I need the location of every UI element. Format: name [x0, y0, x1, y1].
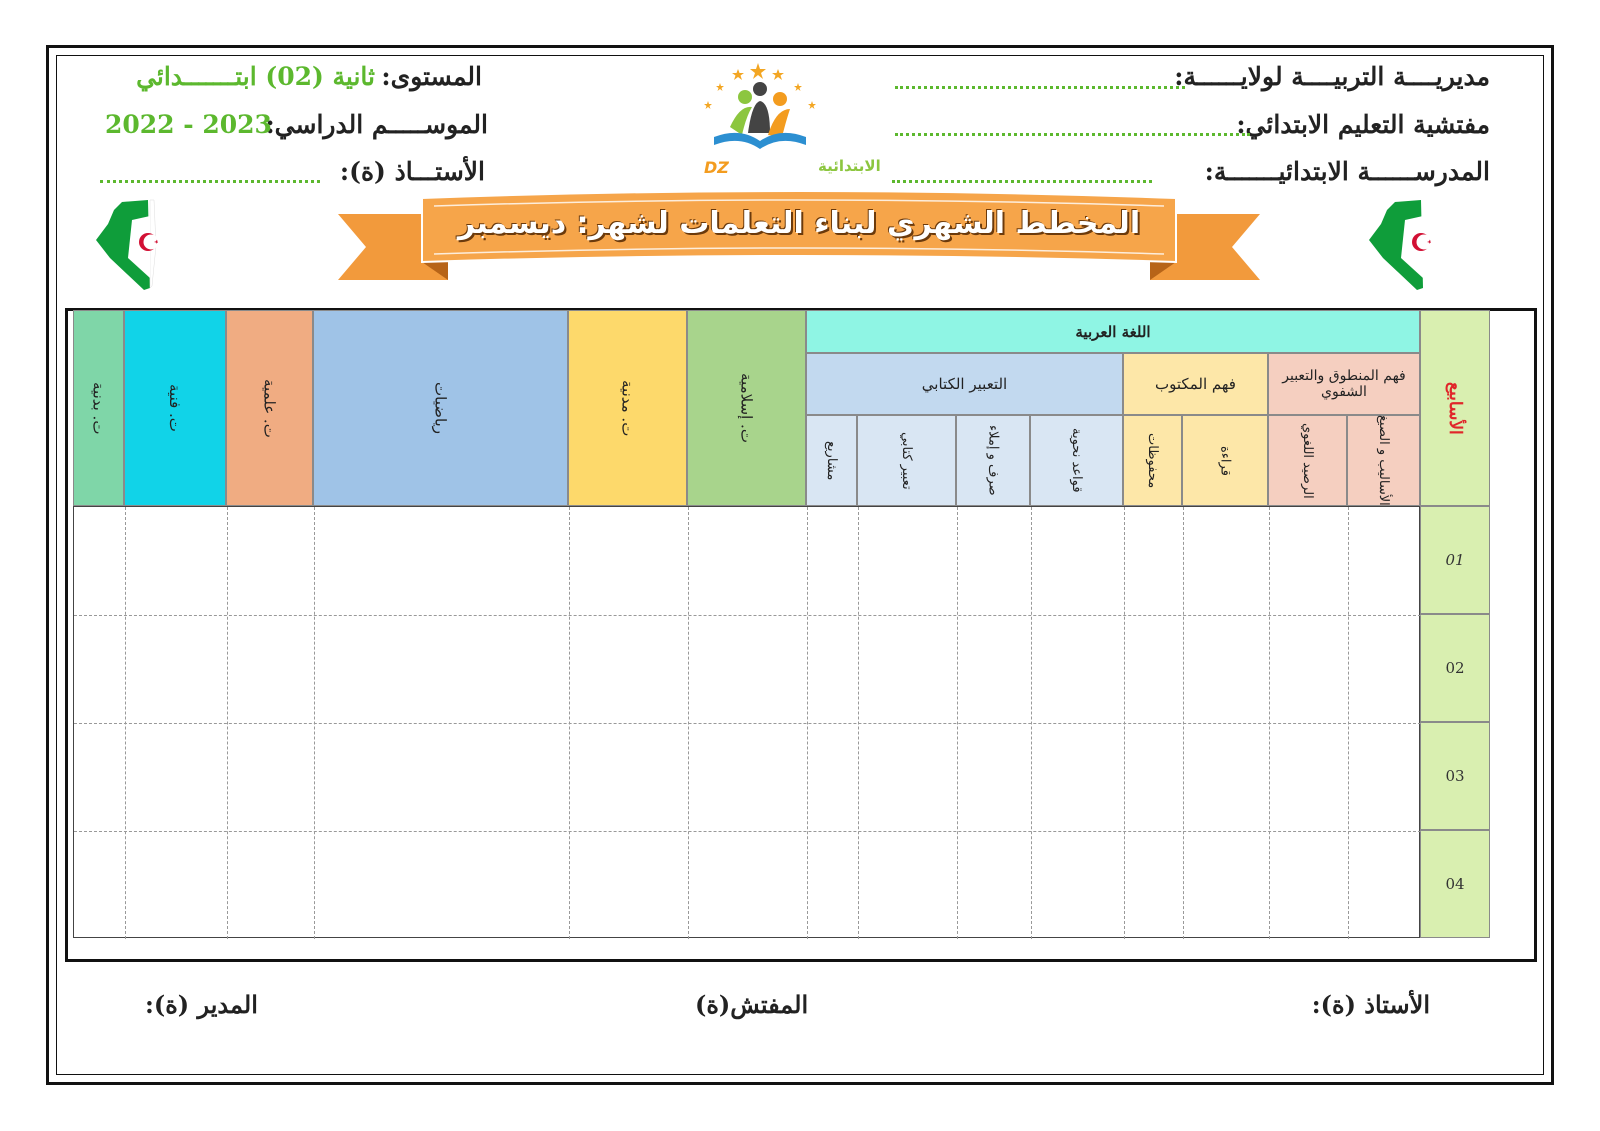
banner-title: المخطط الشهري لبناء التعلمات لشهر: ديسمبر — [457, 206, 1141, 241]
art-header: ت. فنية — [124, 310, 226, 506]
teacher-label: الأستـــاذ (ة): — [339, 157, 485, 186]
col-divider — [1269, 507, 1270, 939]
school-label: المدرســــــة الابتدائيـــــــة: — [1204, 157, 1490, 186]
teacher-fill-line — [100, 180, 320, 183]
projects-subheader: مشاريع — [806, 415, 857, 506]
math-header: رياضيات — [313, 310, 568, 506]
logo-text: الابتدائية — [818, 157, 881, 175]
memorized-subheader: محفوظات — [1123, 415, 1182, 506]
col-divider — [1124, 507, 1125, 939]
week-cell-04: 04 — [1420, 830, 1490, 938]
col-divider — [858, 507, 859, 939]
week-cell-02: 02 — [1420, 614, 1490, 722]
inspectorate-fill-line — [895, 133, 1250, 136]
logo-badge: DZ — [704, 158, 729, 177]
vocab-subheader: الرصيد اللغوي — [1268, 415, 1347, 506]
level-value: ثانية (02) ابتـــــــدائي — [136, 62, 375, 91]
col-divider — [227, 507, 228, 939]
writing-header: التعبير الكتابي — [806, 353, 1123, 415]
weeks-header: الأسابيع — [1420, 310, 1490, 506]
algeria-map-flag-right — [1365, 198, 1443, 290]
col-divider — [688, 507, 689, 939]
season-value: 2022 - 2023 — [105, 110, 272, 139]
col-divider — [807, 507, 808, 939]
col-divider — [1031, 507, 1032, 939]
pe-header: ت. بدنية — [73, 310, 124, 506]
written-header: فهم المكتوب — [1123, 353, 1268, 415]
col-divider — [314, 507, 315, 939]
plan-body-grid[interactable] — [73, 506, 1420, 938]
grammar-subheader: قواعد نحوية — [1030, 415, 1123, 506]
styles-subheader: الأساليب و الصيغ — [1347, 415, 1420, 506]
row-divider — [74, 723, 1421, 724]
directorate-label: مديريــــة التربيــــة لولايــــــة: — [1174, 62, 1490, 91]
civic-header: ت. مدنية — [568, 310, 687, 506]
oral-header: فهم المنطوق والتعبير الشفوي — [1268, 353, 1420, 415]
row-divider — [74, 831, 1421, 832]
islamic-header: ت. إسلامية — [687, 310, 806, 506]
level-label: المستوى: — [381, 62, 482, 91]
reading-subheader: قراءة — [1182, 415, 1268, 506]
footer-teacher: الأستاذ (ة): — [1311, 990, 1430, 1019]
col-divider — [1183, 507, 1184, 939]
col-divider — [957, 507, 958, 939]
footer-director: المدير (ة): — [145, 990, 258, 1019]
science-header: ت. علمية — [226, 310, 313, 506]
season-label: الموســـــم الدراسي: — [265, 110, 488, 139]
footer-inspector: المفتش(ة) — [695, 990, 809, 1019]
title-banner — [338, 192, 1260, 292]
algeria-map-flag-left — [92, 198, 170, 290]
row-divider — [74, 615, 1421, 616]
writing-subheader: تعبير كتابي — [857, 415, 956, 506]
week-cell-03: 03 — [1420, 722, 1490, 830]
arabic-header: اللغة العربية — [806, 310, 1420, 353]
spelling-subheader: صرف و إملاء — [956, 415, 1030, 506]
col-divider — [1348, 507, 1349, 939]
inspectorate-label: مفتشية التعليم الابتدائي: — [1236, 110, 1490, 139]
col-divider — [569, 507, 570, 939]
col-divider — [125, 507, 126, 939]
directorate-fill-line — [895, 86, 1185, 89]
school-fill-line — [892, 180, 1152, 183]
school-logo — [700, 55, 881, 185]
week-cell-01: 01 — [1420, 506, 1490, 614]
